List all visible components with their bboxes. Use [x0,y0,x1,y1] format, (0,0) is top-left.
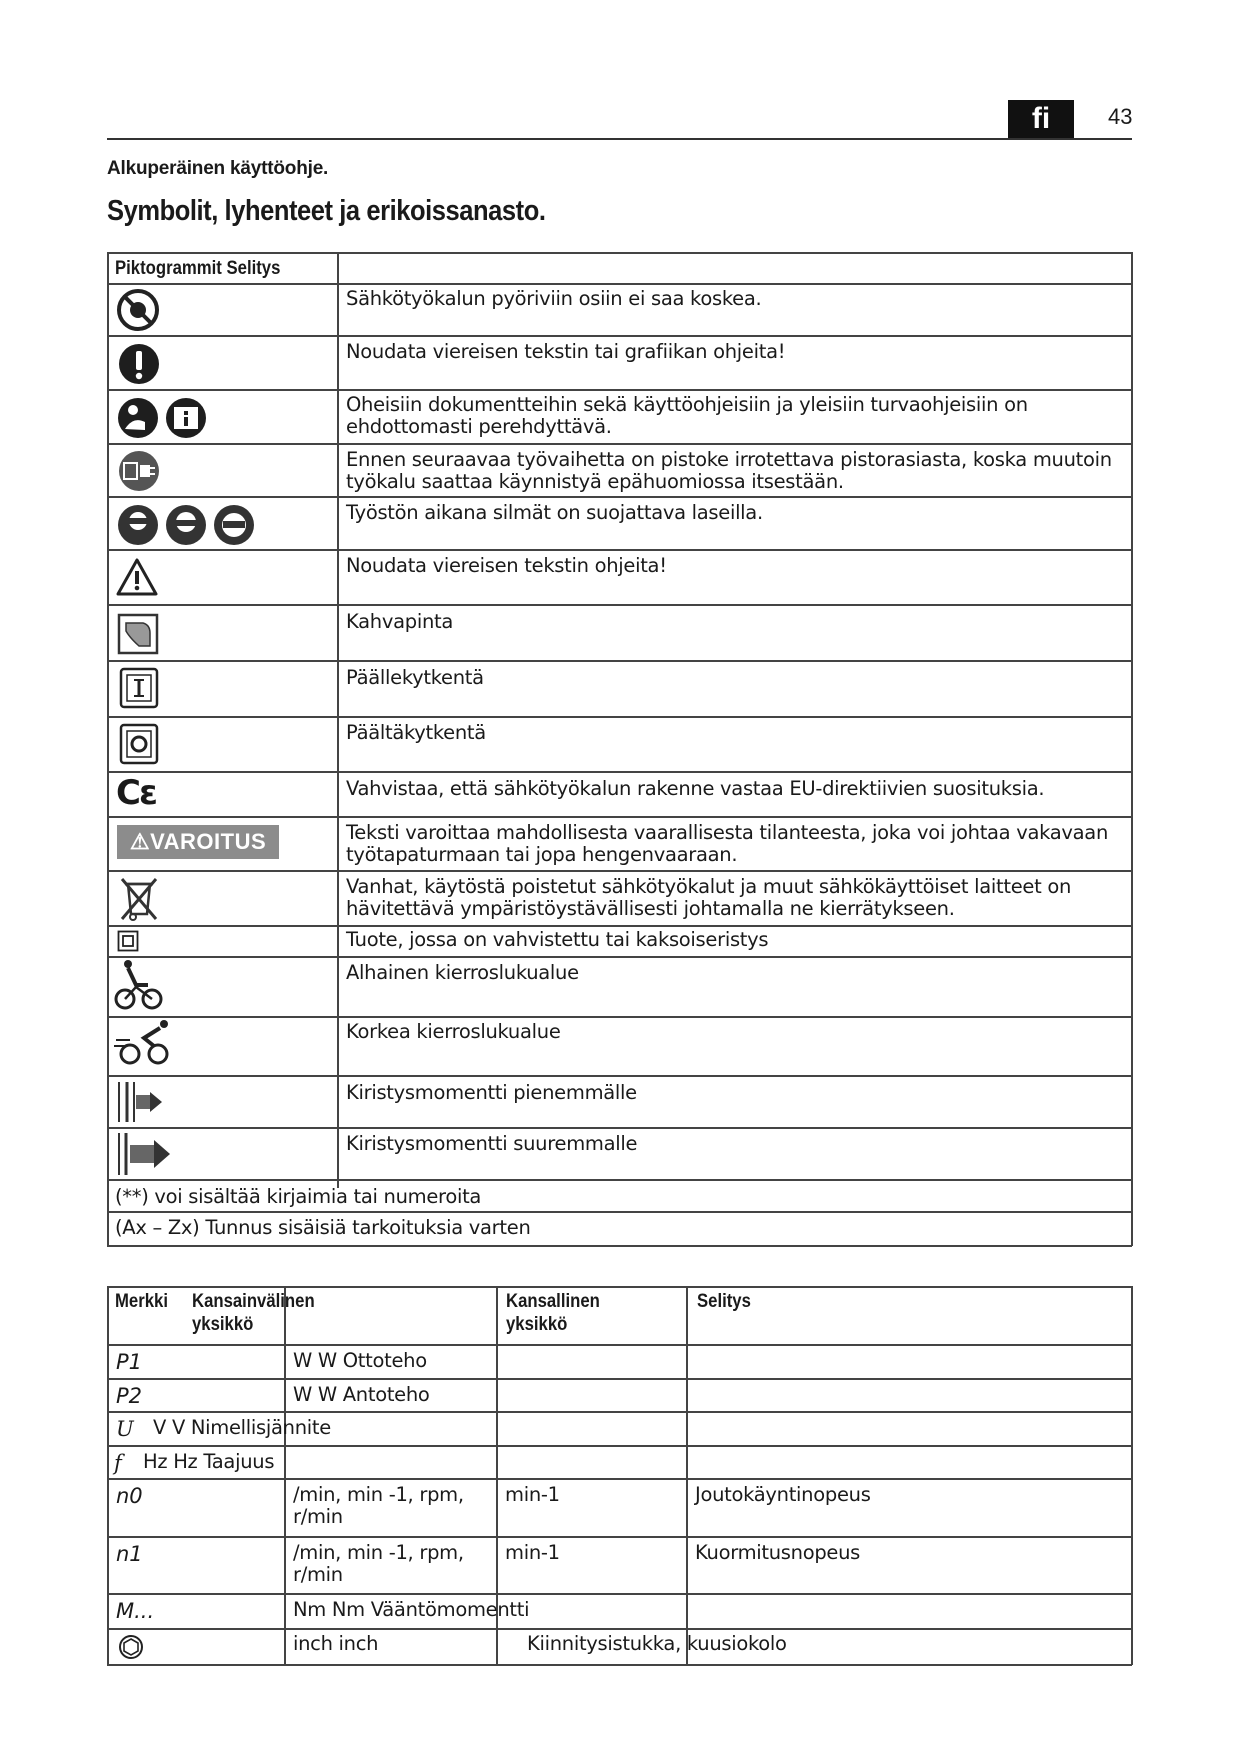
row-n0-national: min-1 [505,1483,560,1506]
row-n1-desc: Kuormitusnopeus [695,1541,861,1564]
page-title: Symbolit, lyhenteet ja erikoissanasto. [107,195,546,227]
document-subtitle: Alkuperäinen käyttöohje. [107,158,329,179]
symbol-desc-4: Ennen seuraavaa työvaihetta on pistoke irrotettava pistorasiasta, koska muutoin työkalu saattaa käynnistyä epähuomiossa itsestään. [346,448,1112,493]
symbol-desc-6: Noudata viereisen tekstin ohjeita! [346,554,667,577]
symbol-desc-11: Teksti varoittaa mahdollisesta vaarallisesta tilanteesta, joka voi johtaa vakavaan työtapaturmaan tai jopa hengenvaaraan. [346,821,1109,866]
symbols-header: Piktogrammit Selitys [115,258,281,279]
row-f-text: Hz Hz Taajuus [143,1450,275,1473]
col-kansallinen: Kansallinen yksikkö [506,1291,600,1335]
symbol-desc-3: Oheisiin dokumentteihin sekä käyttöohjeisiin ja yleisiin turvaohjeisiin on ehdottomasti perehdyttävä. [346,393,1028,438]
page-number: 43 [1108,104,1133,129]
ce-mark-icon: Cε [116,773,156,813]
symbol-desc-16: Kiristysmomentti pienemmälle [346,1081,637,1104]
symbol-m: M... [116,1599,155,1623]
high-speed-cyclist-icon [114,1018,176,1068]
note-internal-code: (Ax – Zx) Tunnus sisäisiä tarkoituksia varten [115,1216,531,1239]
row-m-text: Nm Nm Vääntömomentti [293,1598,530,1621]
symbol-desc-10: Vahvistaa, että sähkötyökalun rakenne vastaa EU-direktiivien suosituksia. [346,777,1045,800]
row-p2-text: W W Antoteho [293,1383,430,1406]
col-kansainvalinen: Kansainvälinen yksikkö [192,1291,315,1335]
symbol-desc-13: Tuote, jossa on vahvistettu tai kaksoiseristys [346,928,769,951]
low-speed-cyclist-icon [114,959,164,1011]
symbol-desc-12: Vanhat, käytöstä poistetut sähkötyökalut ja muut sähkökäyttöiset laitteet on hävitettävä ympäristöystävällisesti johtamalla ne kierrätykseen. [346,875,1072,920]
switch-on-icon [119,667,161,711]
symbol-n1: n1 [116,1542,143,1566]
col-merkki: Merkki [115,1291,168,1312]
no-touch-rotating-icon [116,288,160,332]
symbol-desc-15: Korkea kierroslukualue [346,1020,561,1043]
symbol-desc-17: Kiristysmomentti suuremmalle [346,1132,638,1155]
row-u-text: V V Nimellisjännite [153,1416,331,1439]
symbol-desc-5: Työstön aikana silmät on suojattava laseilla. [346,501,763,524]
warning-triangle-icon [116,557,158,597]
symbol-desc-8: Päällekytkentä [346,666,484,689]
row-n0-desc: Joutokäyntinopeus [695,1483,871,1506]
header-rule [107,138,1132,140]
symbol-desc-14: Alhainen kierroslukualue [346,961,579,984]
row-n1-intl: /min, min -1, rpm, r/min [293,1541,464,1586]
double-insulation-icon [117,930,139,952]
torque-high-icon [116,1131,172,1177]
unplug-icon [117,450,161,492]
symbol-desc-7: Kahvapinta [346,610,453,633]
varoitus-label: ⚠VAROITUS [117,825,279,859]
symbol-desc-2: Noudata viereisen tekstin tai grafiikan ohjeita! [346,340,786,363]
row-n0-intl: /min, min -1, rpm, r/min [293,1483,464,1528]
weee-bin-icon [117,876,161,922]
hexagon-icon [118,1634,144,1660]
symbol-f: f [114,1451,122,1475]
symbol-u: U [116,1417,134,1441]
language-badge: fi [1008,100,1074,138]
read-manual-icon [116,396,208,440]
symbol-desc-1: Sähkötyökalun pyöriviin osiin ei saa koskea. [346,287,762,310]
eye-protection-icon [116,503,256,547]
row-hex-intl: inch inch [293,1632,379,1655]
row-n1-national: min-1 [505,1541,560,1564]
symbol-desc-9: Päältäkytkentä [346,721,486,744]
mandatory-exclamation-icon [118,342,160,386]
row-hex-desc: Kiinnitysistukka, kuusiokolo [527,1632,787,1655]
col-selitys: Selitys [697,1291,751,1312]
torque-low-icon [116,1080,164,1124]
grip-surface-icon [117,613,159,655]
symbol-p2: P2 [116,1384,143,1408]
row-p1-text: W W Ottoteho [293,1349,427,1372]
symbol-n0: n0 [116,1484,143,1508]
switch-off-icon [119,723,161,767]
note-letters-numbers: (**) voi sisältää kirjaimia tai numeroita [115,1185,482,1208]
symbol-p1: P1 [116,1350,143,1374]
